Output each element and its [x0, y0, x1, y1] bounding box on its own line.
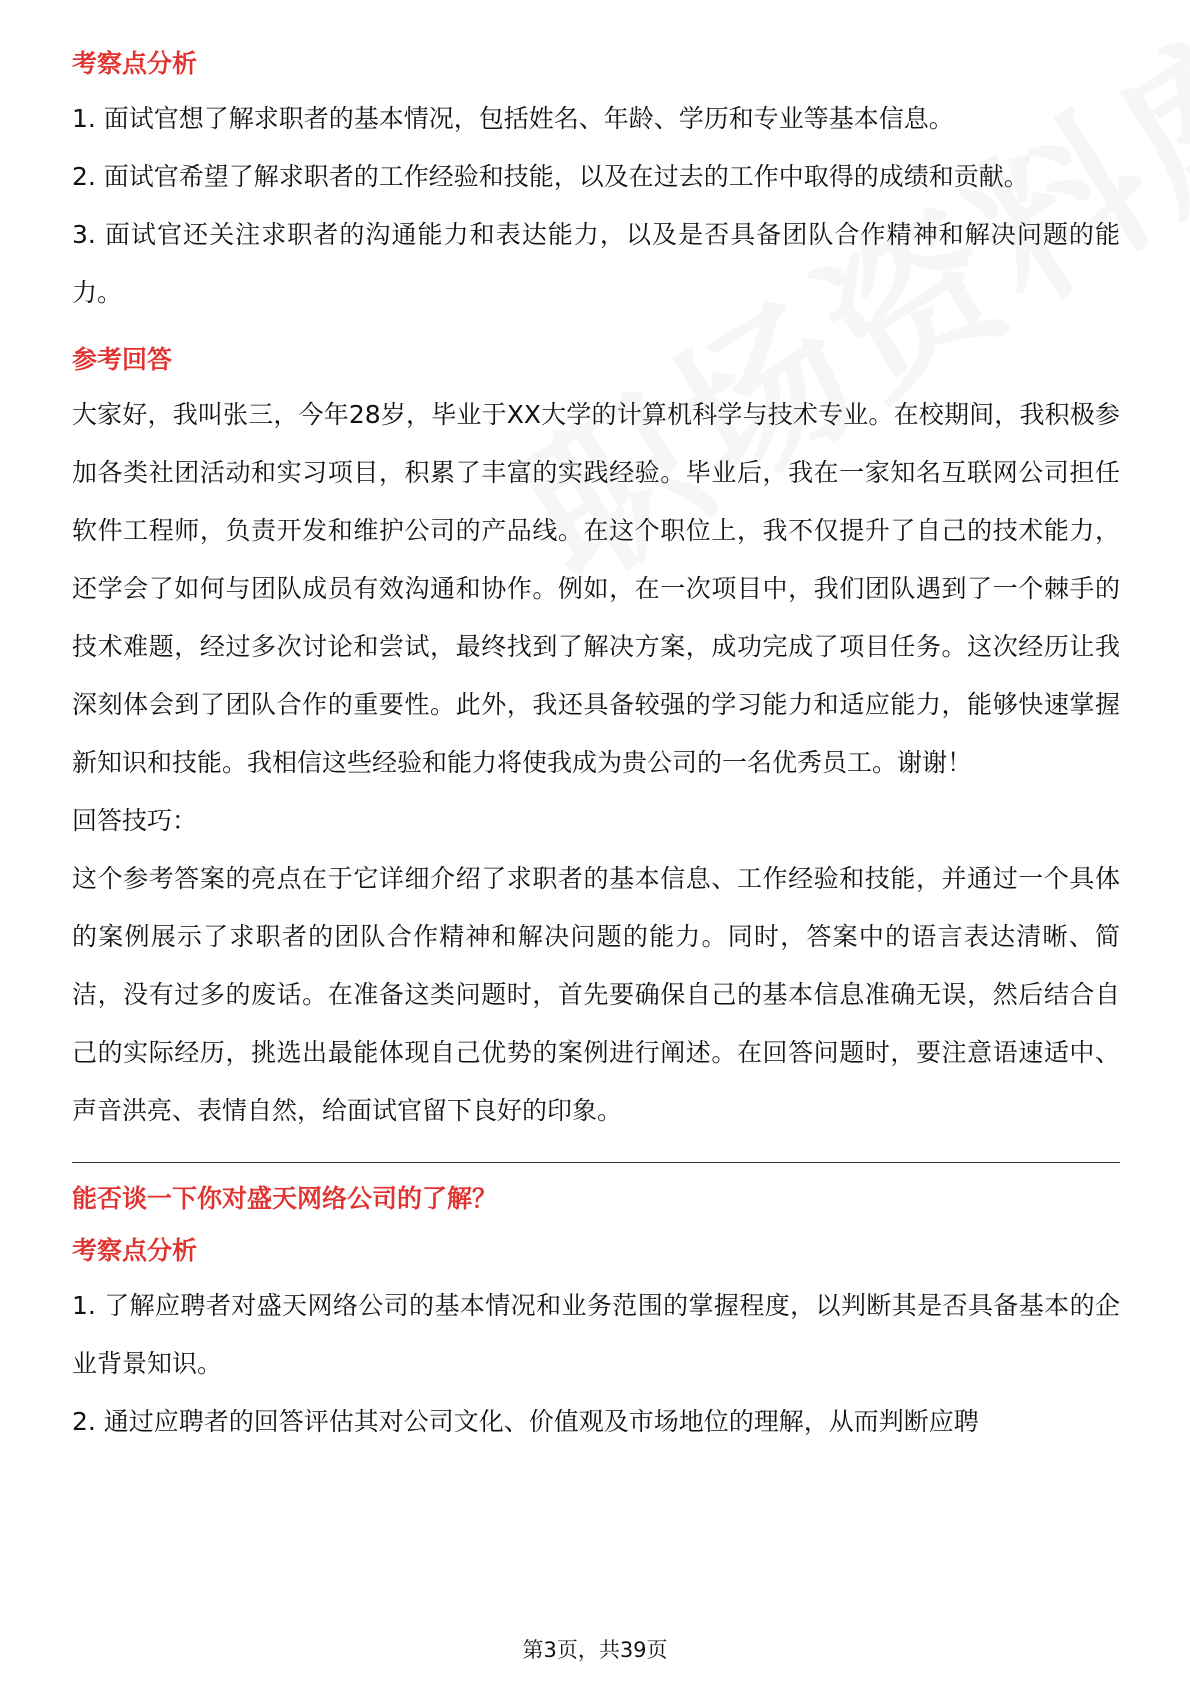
- question-heading: 能否谈一下你对盛天网络公司的了解？: [72, 1184, 498, 1213]
- analysis-heading: 考察点分析: [72, 1236, 198, 1265]
- analysis-item: 2. 通过应聘者的回答评估其对公司文化、价值观及市场地位的理解，从而判断应聘: [72, 1407, 979, 1436]
- analysis-item: 1. 面试官想了解求职者的基本情况，包括姓名、年龄、学历和专业等基本信息。: [72, 104, 954, 133]
- section-divider: [72, 1162, 1120, 1163]
- analysis-item: 3. 面试官还关注求职者的沟通能力和表达能力，以及是否具备团队合作精神和解决问题的能力。: [72, 220, 1120, 307]
- analysis-heading: 考察点分析: [72, 49, 198, 78]
- analysis-item: 2. 面试官希望了解求职者的工作经验和技能，以及在过去的工作中取得的成绩和贡献。: [72, 162, 1029, 191]
- analysis-item: 1. 了解应聘者对盛天网络公司的基本情况和业务范围的掌握程度，以判断其是否具备基本的企业背景知识。: [72, 1291, 1120, 1378]
- page-content: [72, 44, 1120, 1451]
- answer-heading: 参考回答: [72, 345, 173, 374]
- tips-text: 这个参考答案的亮点在于它详细介绍了求职者的基本信息、工作经验和技能，并通过一个具体的案例展示了求职者的团队合作精神和解决问题的能力。同时，答案中的语言表达清晰、简洁，没有过多的废话。在准备这类问题时，首先要确保自己的基本信息准确无误，然后结合自己的实际经历，挑选出最能体现自己优势的案例进行阐述。在回答问题时，要注意语速适中、声音洪亮、表情自然，给面试官留下良好的印象。: [72, 864, 1120, 1125]
- tips-label: 回答技巧：: [72, 806, 198, 835]
- page-number: 第3页，共39页: [522, 1638, 668, 1662]
- answer-text: 大家好，我叫张三，今年28岁，毕业于XX大学的计算机科学与技术专业。在校期间，我积极参加各类社团活动和实习项目，积累了丰富的实践经验。毕业后，我在一家知名互联网公司担任软件工程师，负责开发和维护公司的产品线。在这个职位上，我不仅提升了自己的技术能力，还学会了如何与团队成员有效沟通和协作。例如，在一次项目中，我们团队遇到了一个棘手的技术难题，经过多次讨论和尝试，最终找到了解决方案，成功完成了项目任务。这次经历让我深刻体会到了团队合作的重要性。此外，我还具备较强的学习能力和适应能力，能够快速掌握新知识和技能。我相信这些经验和能力将使我成为贵公司的一名优秀员工。谢谢！: [72, 400, 1120, 777]
